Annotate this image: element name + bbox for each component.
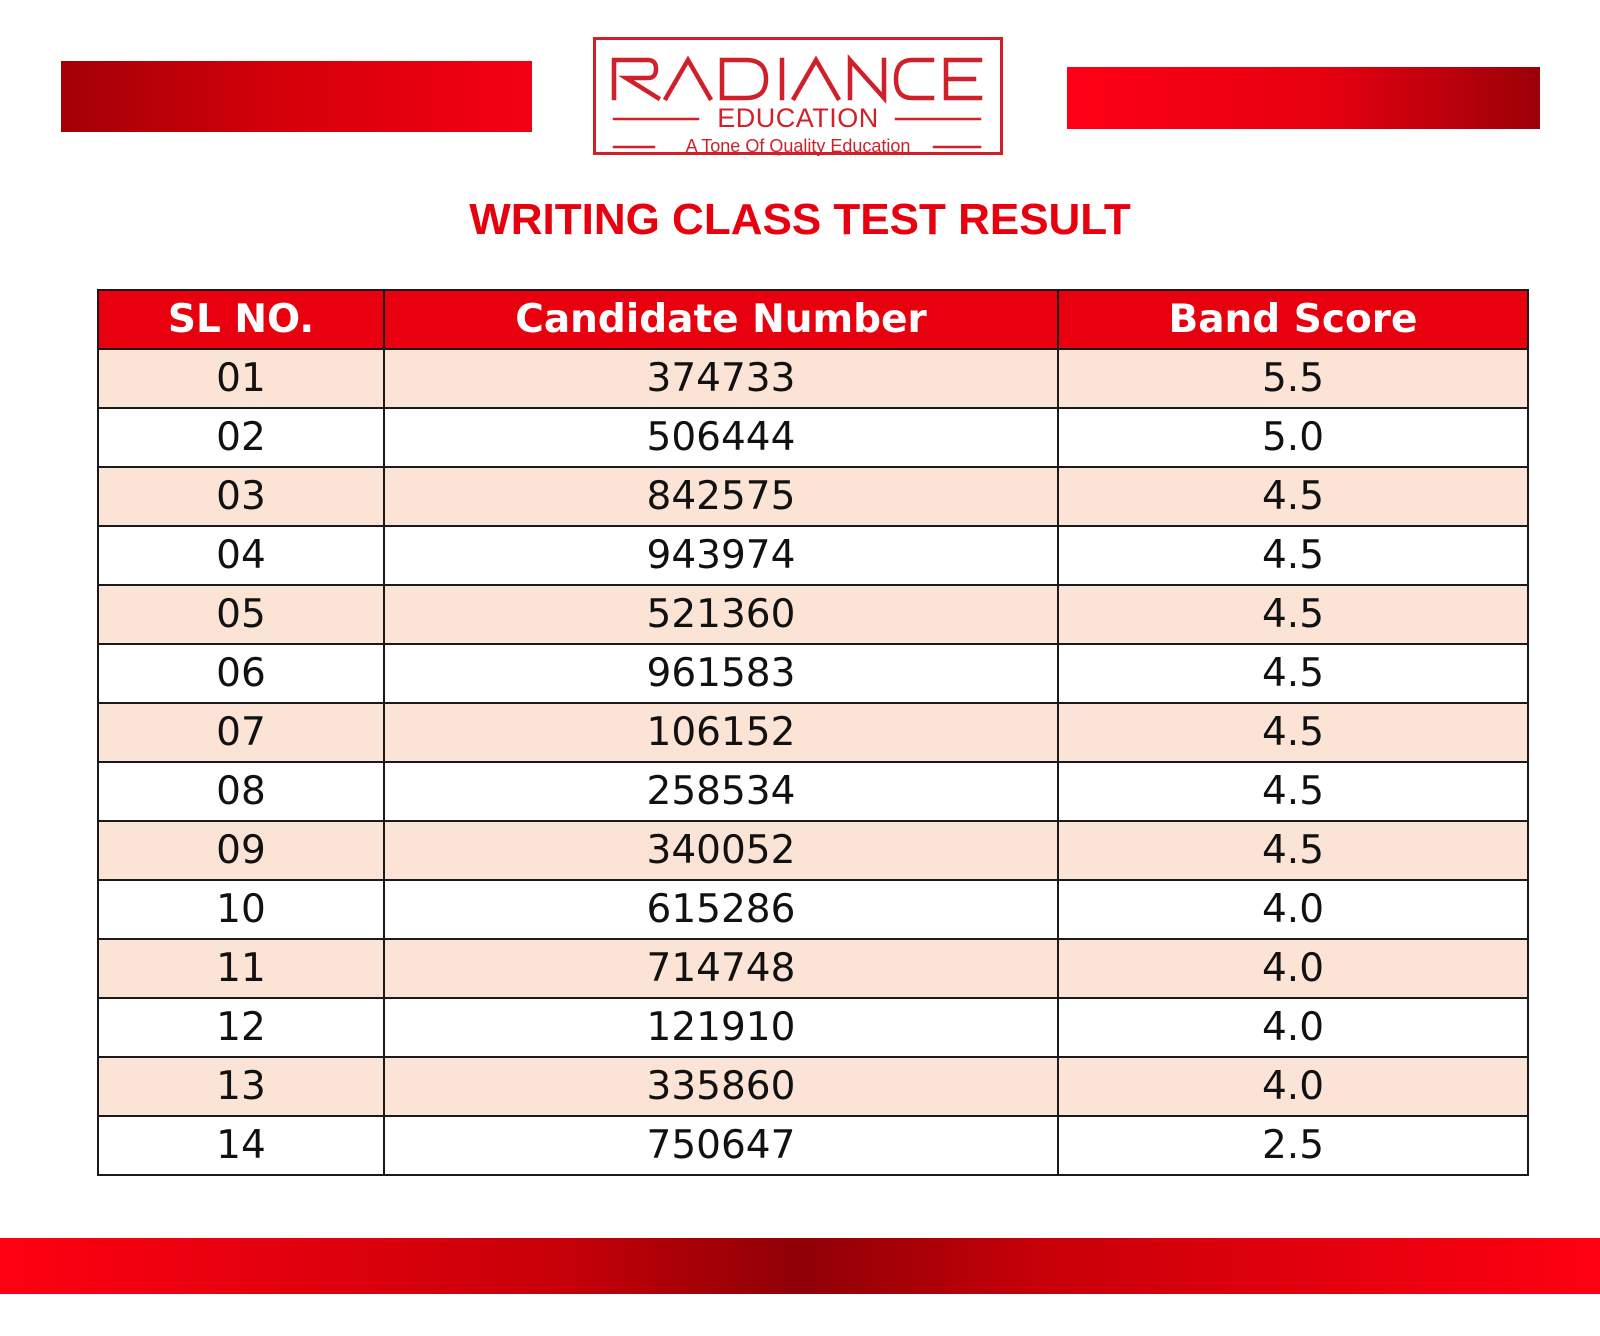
band-score-cell: 4.0 bbox=[1058, 939, 1528, 998]
sl-no-cell: 04 bbox=[98, 526, 384, 585]
table-header-row bbox=[98, 290, 1528, 349]
candidate-number-cell: 943974 bbox=[384, 526, 1058, 585]
logo-tagline: A Tone Of Quality Education bbox=[685, 136, 911, 156]
table-row bbox=[98, 821, 1528, 880]
table-row bbox=[98, 585, 1528, 644]
table-row bbox=[98, 762, 1528, 821]
header-sl-no: SL NO. bbox=[98, 290, 384, 349]
results-table bbox=[97, 289, 1529, 1176]
candidate-number-cell: 106152 bbox=[384, 703, 1058, 762]
band-score-cell: 4.5 bbox=[1058, 703, 1528, 762]
table-row bbox=[98, 467, 1528, 526]
candidate-number-cell: 258534 bbox=[384, 762, 1058, 821]
candidate-number-cell: 842575 bbox=[384, 467, 1058, 526]
table-row bbox=[98, 349, 1528, 408]
radiance-logo bbox=[593, 37, 1003, 155]
sl-no-cell: 09 bbox=[98, 821, 384, 880]
sl-no-cell: 13 bbox=[98, 1057, 384, 1116]
sl-no-cell: 14 bbox=[98, 1116, 384, 1175]
band-score-cell: 4.5 bbox=[1058, 526, 1528, 585]
band-score-cell: 4.0 bbox=[1058, 998, 1528, 1057]
header-candidate-number: Candidate Number bbox=[384, 290, 1058, 349]
candidate-number-cell: 521360 bbox=[384, 585, 1058, 644]
table-row bbox=[98, 1057, 1528, 1116]
band-score-cell: 4.5 bbox=[1058, 644, 1528, 703]
candidate-number-cell: 615286 bbox=[384, 880, 1058, 939]
band-score-cell: 4.0 bbox=[1058, 1057, 1528, 1116]
sl-no-cell: 01 bbox=[98, 349, 384, 408]
decorative-bar-right bbox=[1067, 67, 1540, 129]
band-score-cell: 5.5 bbox=[1058, 349, 1528, 408]
table-row bbox=[98, 939, 1528, 998]
band-score-cell: 5.0 bbox=[1058, 408, 1528, 467]
logo-subtitle: EDUCATION bbox=[717, 103, 879, 133]
sl-no-cell: 07 bbox=[98, 703, 384, 762]
sl-no-cell: 11 bbox=[98, 939, 384, 998]
sl-no-cell: 12 bbox=[98, 998, 384, 1057]
candidate-number-cell: 335860 bbox=[384, 1057, 1058, 1116]
table-row bbox=[98, 998, 1528, 1057]
sl-no-cell: 03 bbox=[98, 467, 384, 526]
decorative-bar-bottom bbox=[0, 1238, 1600, 1294]
sl-no-cell: 06 bbox=[98, 644, 384, 703]
table-row bbox=[98, 703, 1528, 762]
candidate-number-cell: 121910 bbox=[384, 998, 1058, 1057]
decorative-bar-left bbox=[61, 61, 532, 132]
table-row bbox=[98, 1116, 1528, 1175]
table-row bbox=[98, 880, 1528, 939]
candidate-number-cell: 506444 bbox=[384, 408, 1058, 467]
page-title: WRITING CLASS TEST RESULT bbox=[469, 195, 1131, 244]
band-score-cell: 4.0 bbox=[1058, 880, 1528, 939]
sl-no-cell: 08 bbox=[98, 762, 384, 821]
band-score-cell: 4.5 bbox=[1058, 821, 1528, 880]
candidate-number-cell: 750647 bbox=[384, 1116, 1058, 1175]
candidate-number-cell: 374733 bbox=[384, 349, 1058, 408]
sl-no-cell: 10 bbox=[98, 880, 384, 939]
table-row bbox=[98, 644, 1528, 703]
band-score-cell: 2.5 bbox=[1058, 1116, 1528, 1175]
band-score-cell: 4.5 bbox=[1058, 762, 1528, 821]
band-score-cell: 4.5 bbox=[1058, 467, 1528, 526]
candidate-number-cell: 714748 bbox=[384, 939, 1058, 998]
table-row bbox=[98, 526, 1528, 585]
sl-no-cell: 02 bbox=[98, 408, 384, 467]
candidate-number-cell: 961583 bbox=[384, 644, 1058, 703]
candidate-number-cell: 340052 bbox=[384, 821, 1058, 880]
table-row bbox=[98, 408, 1528, 467]
sl-no-cell: 05 bbox=[98, 585, 384, 644]
band-score-cell: 4.5 bbox=[1058, 585, 1528, 644]
header-band-score: Band Score bbox=[1058, 290, 1528, 349]
